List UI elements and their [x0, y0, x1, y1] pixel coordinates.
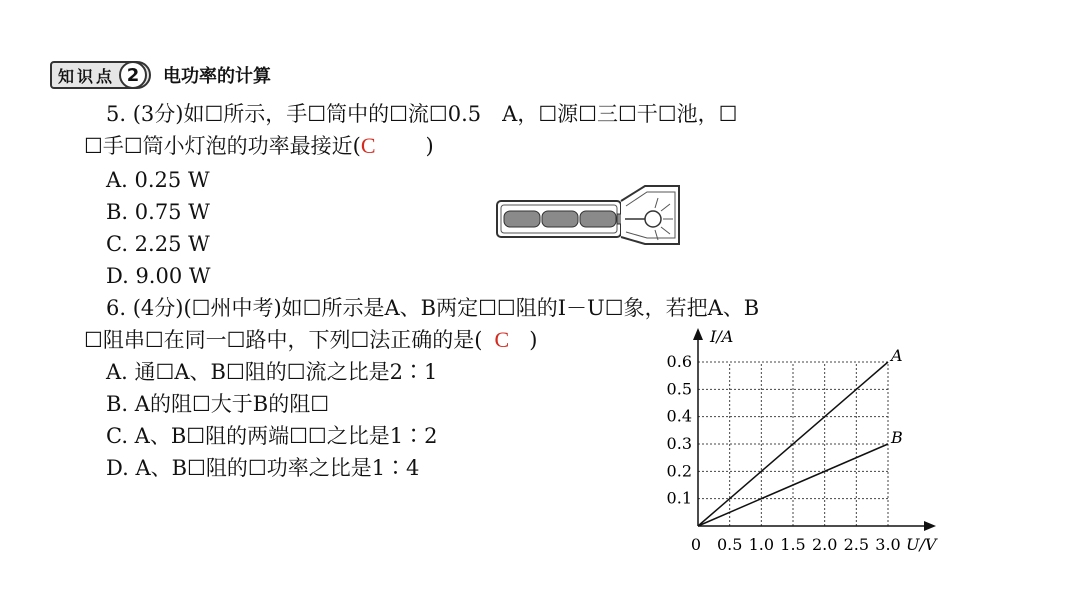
y-tick-label: 0.4 — [666, 406, 692, 426]
knowledge-point-tag — [50, 61, 151, 89]
battery-1 — [504, 211, 540, 227]
y-axis-label: I/A — [710, 327, 734, 346]
x-tick-label: 3.0 — [875, 535, 901, 554]
section-heading — [50, 60, 271, 90]
x-axis-label: U/V — [906, 535, 937, 554]
x-tick-label: 0.5 — [716, 535, 743, 554]
y-axis-arrow — [693, 328, 703, 340]
x-tick-label: 0 — [690, 535, 702, 554]
iu-chart — [660, 326, 950, 560]
q6-option-b: B. A的阻☐大于B的阻☐ — [106, 392, 330, 416]
x-tick-label: 1.5 — [780, 535, 806, 554]
bulb — [645, 211, 661, 227]
q5-line1: 5. (3分)如☐所示，手☐筒中的☐流☐0.5 A，☐源☐三☐干☐池，☐ — [106, 102, 738, 126]
tag-number: 2 — [119, 61, 147, 89]
y-tick-label: 0.3 — [666, 434, 692, 453]
q5-option-b: B. 0.75 W — [106, 200, 210, 224]
series-label-A: A — [891, 346, 903, 365]
q6-option-d: D. A、B☐阻的☐功率之比是1∶4 — [106, 456, 420, 480]
q5-option-a: A. 0.25 W — [106, 168, 210, 192]
q5-line2 — [84, 132, 434, 160]
series-label-B: B — [891, 428, 903, 447]
x-tick-label: 1.0 — [748, 535, 775, 554]
q5-answer: C — [360, 133, 376, 158]
x-axis-arrow — [924, 521, 936, 531]
q6-option-a: A. 通☐A、B☐阻的☐流之比是2∶1 — [106, 360, 438, 384]
y-tick-label: 0.2 — [666, 461, 692, 481]
x-tick-label: 2.0 — [811, 535, 838, 554]
q5-close-paren: ) — [425, 134, 434, 158]
y-tick-label: 0.1 — [666, 488, 692, 508]
q6-answer: C — [494, 327, 510, 352]
battery-2 — [542, 211, 578, 227]
q6-close-paren: ) — [529, 328, 538, 352]
section-title: 电功率的计算 — [163, 66, 272, 87]
q6-line2-text: ☐阻串☐在同一☐路中，下列☐法正确的是( — [84, 328, 483, 352]
tag-label: 知识点 — [58, 66, 116, 86]
battery-3 — [580, 211, 616, 227]
x-tick-label: 2.5 — [843, 535, 870, 554]
q6-line1: 6. (4分)(☐州中考)如☐所示是A、B两定☐☐阻的I－U☐象，若把A、B — [106, 296, 760, 320]
y-tick-label: 0.6 — [666, 352, 692, 371]
q5-line2-text: ☐手☐筒小灯泡的功率最接近( — [84, 134, 361, 158]
flashlight-figure — [495, 182, 695, 248]
q5-option-d: D. 9.00 W — [106, 264, 211, 288]
chart-series — [698, 346, 903, 526]
q5-option-c: C. 2.25 W — [106, 232, 210, 256]
q6-line2 — [84, 326, 537, 354]
q6-option-c: C. A、B☐阻的两端☐☐之比是1∶2 — [106, 424, 438, 448]
y-tick-label: 0.5 — [666, 379, 692, 399]
